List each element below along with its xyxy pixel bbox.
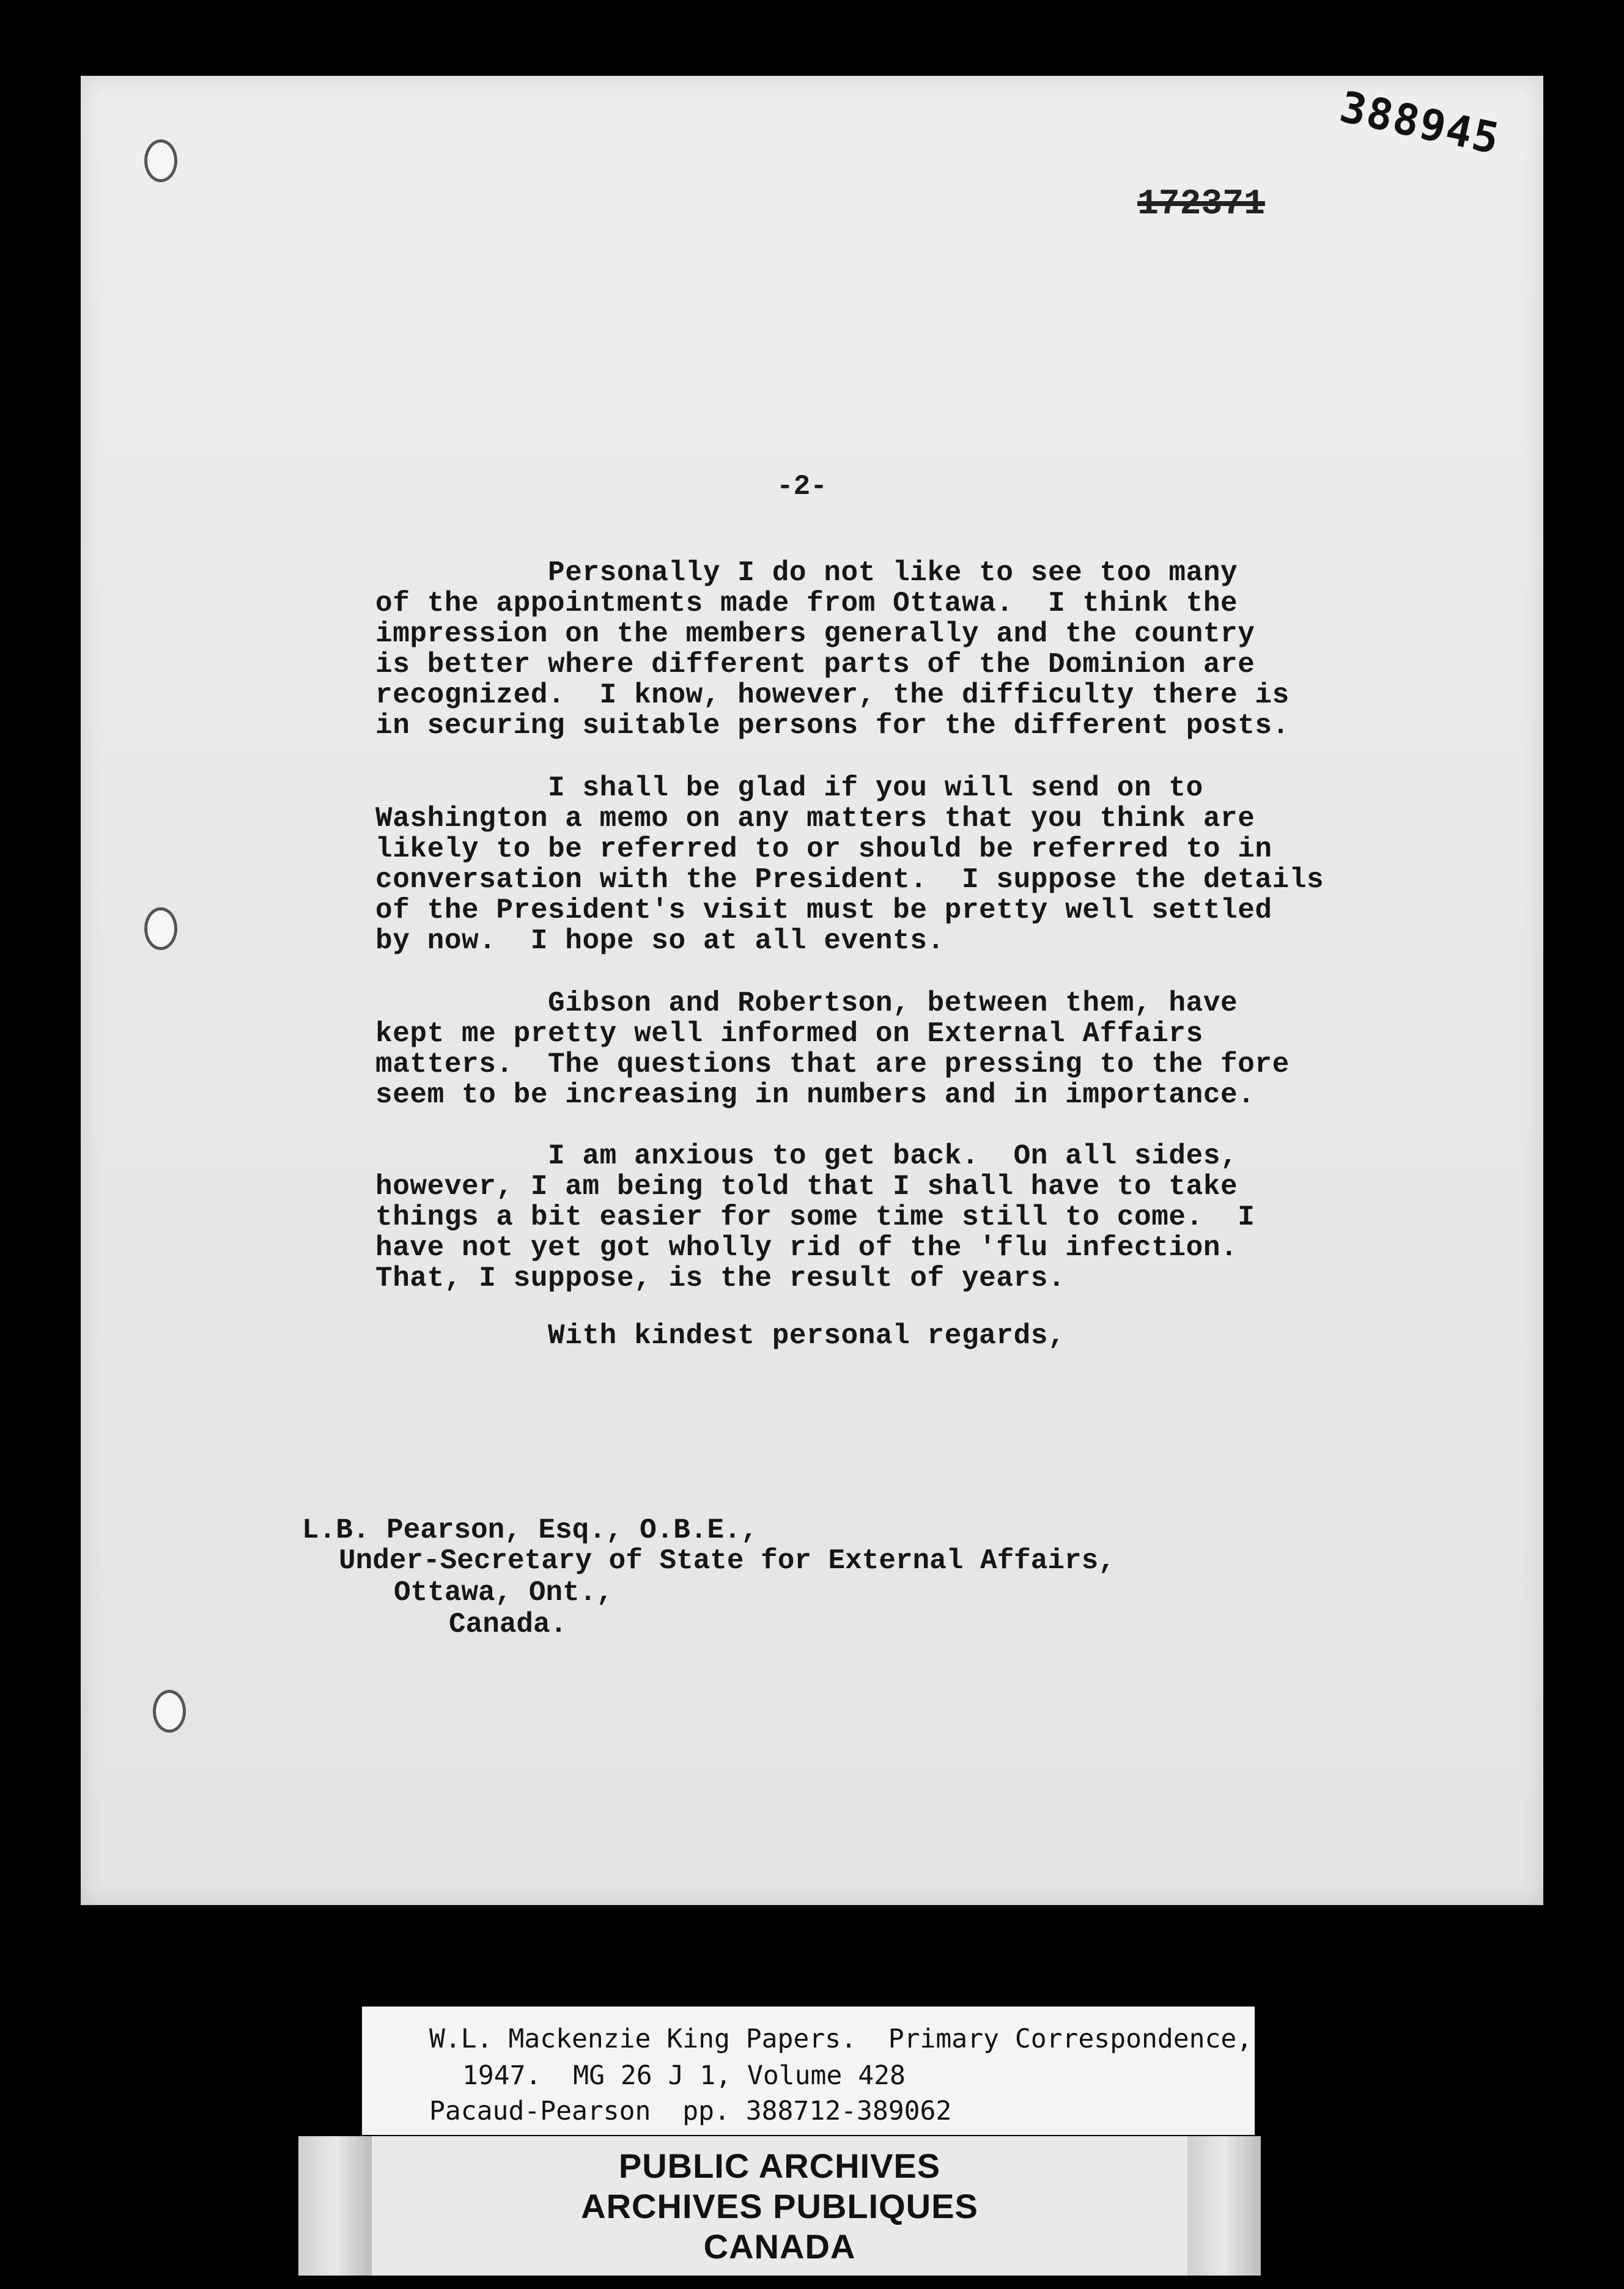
- archives-french: ARCHIVES PUBLIQUES: [581, 2187, 978, 2225]
- binder-hole-middle: [144, 907, 177, 950]
- struck-out-page-number: 172371: [1137, 185, 1265, 224]
- addressee-title: Under-Secretary of State for External Affairs,: [339, 1545, 1115, 1577]
- archive-reference-label: [362, 2007, 1255, 2135]
- binder-hole-bottom: [153, 1690, 186, 1733]
- archives-country: CANADA: [703, 2227, 856, 2266]
- binder-hole-top: [144, 139, 177, 182]
- archives-english: PUBLIC ARCHIVES: [618, 2147, 941, 2185]
- label-volume: 1947. MG 26 J 1, Volume 428: [462, 2060, 906, 2091]
- paragraph-external-affairs: Gibson and Robertson, between them, have kept me pretty well informed on External Affairs matters. The questions that are pressing to the fore seem to be increasing in numbers and in importance.: [375, 987, 1290, 1111]
- archive-page-number-stamp: 388945: [1335, 81, 1505, 164]
- paragraph-health: I am anxious to get back. On all sides, however, I am being told that I shall have to take things a bit easier for some time still to come. I have not yet got wholly rid of the 'flu infection. That, I suppose, is the result of years.: [375, 1140, 1255, 1294]
- paragraph-appointments: Personally I do not like to see too many of the appointments made from Ottawa. I think the impression on the members generally and the country is better where different parts of the Dominion are recognized. I know, however, the difficulty there is in securing suitable persons for the different posts.: [375, 557, 1290, 742]
- label-pages: Pacaud-Pearson pp. 388712-389062: [429, 2096, 952, 2126]
- letter-page-number: -2-: [777, 471, 827, 503]
- paragraph-washington-memo: I shall be glad if you will send on to Washington a memo on any matters that you think are likely to be referred to or should be referred to in conversation with the President. I suppose the details of the President's visit must be pretty well settled by now. I hope so at all events.: [375, 772, 1324, 957]
- label-collection: W.L. Mackenzie King Papers. Primary Correspondence,: [429, 2024, 1253, 2054]
- addressee-city: Ottawa, Ont.,: [394, 1577, 613, 1609]
- addressee-name: L.B. Pearson, Esq., O.B.E.,: [302, 1514, 758, 1546]
- addressee-country: Canada.: [449, 1609, 567, 1640]
- public-archives-stamp: [298, 2136, 1261, 2276]
- closing-salutation: With kindest personal regards,: [375, 1320, 1066, 1352]
